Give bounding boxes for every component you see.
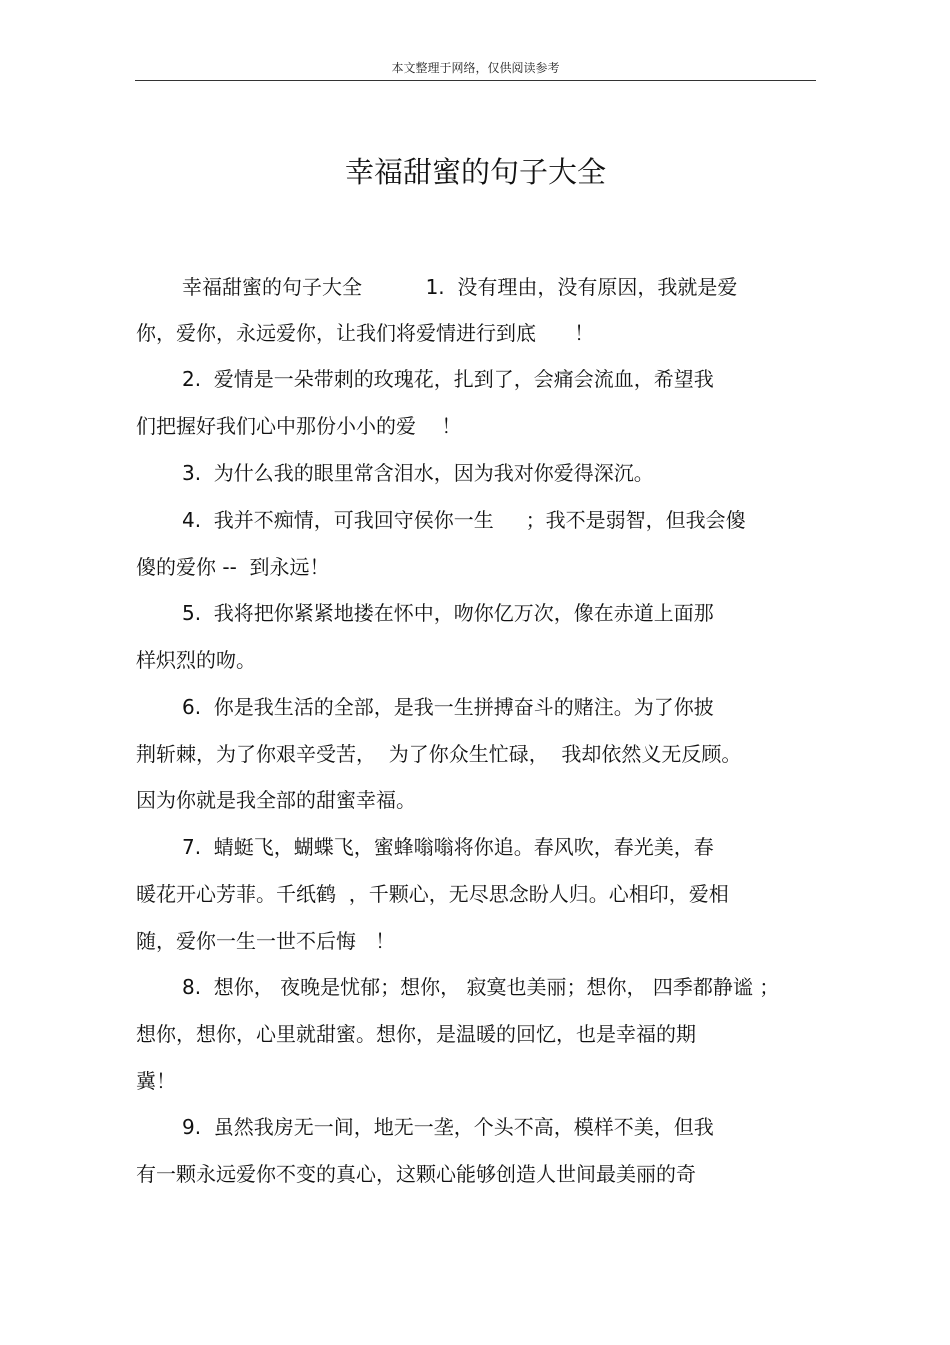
page-header bbox=[135, 58, 816, 81]
body-line: 样炽烈的吻。 bbox=[136, 648, 256, 672]
body-line: 想你，想你，心里就甜蜜。想你，是温暖的回忆，也是幸福的期 bbox=[136, 1022, 696, 1046]
body-line: 因为你就是我全部的甜蜜幸福。 bbox=[136, 788, 416, 812]
body-line: 荆斩棘，为了你艰辛受苦， 为了你众生忙碌， 我却依然义无反顾。 bbox=[136, 742, 742, 766]
page-title: 幸福甜蜜的句子大全 bbox=[344, 155, 606, 189]
body-line: 幸福甜蜜的句子大全 1. 没有理由，没有原因，我就是爱 bbox=[182, 275, 738, 299]
body-line: 9. 虽然我房无一间，地无一垄，个头不高，模样不美，但我 bbox=[182, 1115, 714, 1139]
body-line: 你，爱你，永远爱你，让我们将爱情进行到底 ！ bbox=[136, 321, 595, 345]
body-line: 2. 爱情是一朵带刺的玫瑰花，扎到了，会痛会流血，希望我 bbox=[182, 367, 714, 391]
body-line: 冀！ bbox=[136, 1069, 176, 1093]
body-line: 有一颗永远爱你不变的真心，这颗心能够创造人世间最美丽的奇 bbox=[136, 1162, 696, 1186]
body-line: 4. 我并不痴情，可我回守侯你一生 ；我不是弱智，但我会傻 bbox=[182, 508, 746, 532]
body-line: 随，爱你一生一世不后悔 ！ bbox=[136, 929, 396, 953]
body-line: 暖花开心芳菲。千纸鹤 ，千颗心，无尽思念盼人归。心相印，爱相 bbox=[136, 882, 729, 906]
body-line: 8. 想你， 夜晚是忧郁；想你， 寂寞也美丽；想你， 四季都静谧 ； bbox=[182, 975, 780, 999]
header-note: 本文整理于网络，仅供阅读参考 bbox=[391, 61, 560, 75]
body-line: 6. 你是我生活的全部，是我一生拼搏奋斗的赌注。为了你披 bbox=[182, 695, 714, 719]
body-line: 3. 为什么我的眼里常含泪水，因为我对你爱得深沉。 bbox=[182, 461, 654, 485]
body-line: 7. 蜻蜓飞，蝴蝶飞，蜜蜂嗡嗡将你追。春风吹，春光美，春 bbox=[182, 835, 714, 859]
body-line: 们把握好我们心中那份小小的爱 ！ bbox=[136, 414, 462, 438]
body-line: 傻的爱你 -- 到永远！ bbox=[136, 555, 330, 579]
body-line: 5. 我将把你紧紧地搂在怀中，吻你亿万次，像在赤道上面那 bbox=[182, 601, 714, 625]
